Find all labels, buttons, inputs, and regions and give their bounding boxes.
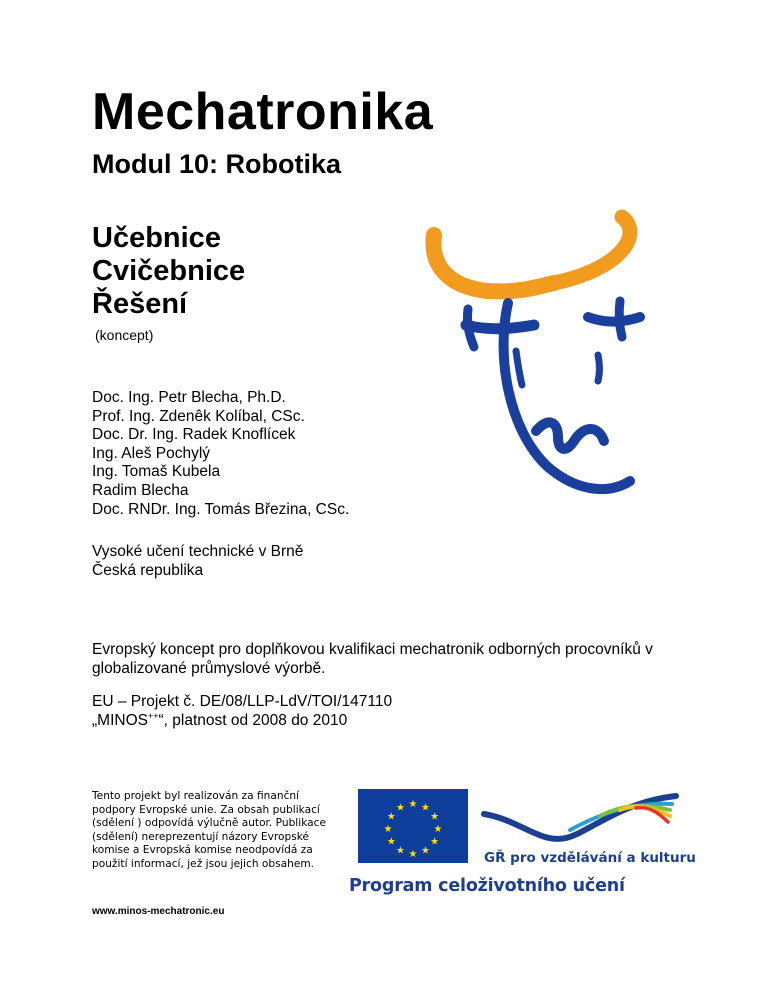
right-ear-stroke — [619, 301, 622, 337]
eu-star-icon: ★ — [408, 849, 418, 860]
website-link[interactable]: www.minos-mechatronic.eu — [92, 906, 225, 917]
type-solutions: Řešení — [92, 288, 188, 320]
project-validity-text: “, platnost od 2008 do 2010 — [158, 711, 348, 729]
author-name: Doc. Dr. Ing. Radek Knoflícek — [92, 426, 296, 444]
project-name-prefix: „MINOS — [92, 711, 148, 729]
dg-education-culture-text: GŘ pro vzdělávání a kulturu — [484, 850, 696, 866]
eu-star-icon: ★ — [386, 811, 396, 823]
author-list — [92, 389, 349, 519]
brush-face-logo — [408, 205, 668, 505]
author-name: Ing. Tomaš Kubela — [92, 463, 221, 481]
right-horn-stroke — [554, 217, 630, 283]
left-cheek-stroke — [467, 309, 474, 347]
project-validity — [92, 712, 392, 731]
lifelong-learning-swoosh-logo — [480, 790, 680, 846]
eu-star-icon: ★ — [430, 811, 440, 823]
swoosh-stroke-blue — [484, 796, 676, 839]
left-horn-stroke — [433, 235, 554, 291]
author-name: Radim Blecha — [92, 481, 189, 499]
institution-name: Vysoké učení technické v Brně — [92, 543, 304, 560]
author-name: Prof. Ing. Zdenêk Kolíbal, CSc. — [92, 407, 305, 425]
right-eye-stroke — [598, 355, 600, 381]
author-name: Ing. Aleš Pochylý — [92, 444, 211, 462]
author-name: Doc. RNDr. Ing. Tomás Březina, CSc. — [92, 500, 350, 518]
project-number: EU – Projekt č. DE/08/LLP-LdV/TOI/147110 — [92, 693, 393, 710]
type-textbook: Učebnice — [92, 222, 221, 254]
eu-star-icon: ★ — [383, 824, 393, 835]
document-types — [92, 222, 245, 321]
document-title: Mechatronika — [92, 83, 434, 141]
eu-star-icon: ★ — [396, 845, 405, 857]
mouth-stroke — [536, 422, 604, 448]
document-subtitle: Modul 10: Robotika — [92, 149, 341, 179]
eu-star-icon: ★ — [408, 799, 418, 810]
concept-note: (koncept) — [95, 327, 154, 343]
eu-star-icon: ★ — [386, 836, 396, 848]
eu-star-icon: ★ — [433, 824, 443, 835]
eu-star-icon: ★ — [396, 802, 405, 814]
author-name: Doc. Ing. Petr Blecha, Ph.D. — [92, 389, 286, 406]
institution-country: Česká republika — [92, 561, 204, 579]
funding-disclaimer: Tento projekt byl realizován za finanční podpory Evropské unie. Za obsah publikací (sdělení ) odpovídá výlučně autor. Publikace (sdělení) nereprezentují názory Evropské komise a Evropská komise neodpovídá za použití informací, jež jsou jejich obsahem. — [92, 790, 326, 870]
project-name-sup: ++ — [147, 710, 159, 721]
eu-flag-logo — [358, 789, 468, 863]
institution — [92, 543, 303, 580]
lifelong-learning-programme-text: Program celoživotního učení — [349, 876, 625, 896]
eu-star-icon: ★ — [421, 802, 430, 814]
eu-star-icon: ★ — [421, 845, 430, 857]
type-workbook: Cvičebnice — [92, 255, 246, 287]
left-brow-stroke — [466, 325, 534, 329]
left-eye-stroke — [516, 351, 522, 385]
project-info — [92, 693, 392, 730]
project-description: Evropský koncept pro doplňkovou kvalifikaci mechatronik odborných procovníků v globalizované průmyslové výorbě. — [92, 641, 653, 677]
right-brow-stroke — [588, 317, 640, 322]
eu-star-icon: ★ — [430, 836, 440, 848]
